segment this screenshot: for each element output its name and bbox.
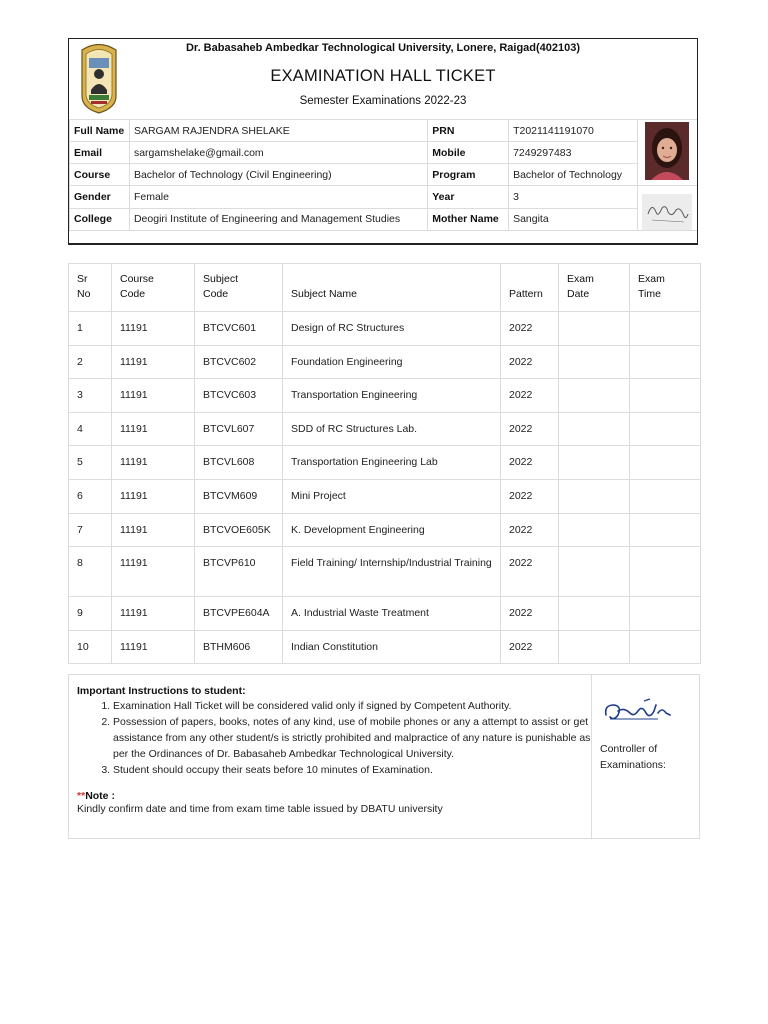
year-label: Year — [428, 186, 509, 209]
col-header-pattern: Pattern — [501, 264, 559, 312]
sr-no-cell: 7 — [69, 513, 112, 547]
exam-date-cell — [559, 630, 630, 664]
subject-name-cell: Indian Constitution — [283, 630, 501, 664]
student-photo-icon — [645, 122, 689, 180]
info-row-course — [70, 164, 698, 186]
course-code-cell: 11191 — [112, 345, 195, 379]
photo-cell — [637, 120, 697, 186]
prn-label: PRN — [428, 120, 509, 142]
pattern-cell: 2022 — [501, 479, 559, 513]
exam-date-cell — [559, 446, 630, 480]
student-signature-icon — [642, 194, 692, 230]
subject-name-cell: SDD of RC Structures Lab. — [283, 412, 501, 446]
subject-name-cell: Field Training/ Internship/Industrial Training — [283, 547, 501, 597]
note-heading — [77, 790, 591, 802]
subjects-table — [68, 263, 701, 664]
subject-code-cell: BTCVPE604A — [195, 597, 283, 631]
note-label: Note : — [85, 790, 115, 802]
col-header-exam-time: Exam Time — [630, 264, 701, 312]
subject-code-cell: BTCVL607 — [195, 412, 283, 446]
gender-label: Gender — [70, 186, 130, 209]
course-code-cell: 11191 — [112, 547, 195, 597]
subject-code-cell: BTCVC601 — [195, 312, 283, 346]
semester-subtitle: Semester Examinations 2022-23 — [299, 95, 467, 107]
col-header-subject-name: Subject Name — [283, 264, 501, 312]
exam-time-cell — [630, 630, 701, 664]
table-row — [69, 446, 701, 480]
subject-name-cell: Transportation Engineering Lab — [283, 446, 501, 480]
controller-label: Controller of Examinations: — [600, 743, 666, 771]
exam-time-cell — [630, 379, 701, 413]
exam-date-cell — [559, 345, 630, 379]
sr-no-cell: 1 — [69, 312, 112, 346]
exam-date-cell — [559, 547, 630, 597]
instruction-item: 3. Student should occupy their seats before 10 minutes of Examination. — [113, 762, 591, 778]
email-value: sargamshelake@gmail.com — [129, 142, 427, 164]
pattern-cell: 2022 — [501, 345, 559, 379]
exam-date-cell — [559, 412, 630, 446]
pattern-cell: 2022 — [501, 312, 559, 346]
exam-date-cell — [559, 312, 630, 346]
instructions-list — [77, 698, 591, 778]
gender-value: Female — [129, 186, 427, 209]
subject-code-cell: BTCVC602 — [195, 345, 283, 379]
subjects-header-row — [69, 264, 701, 312]
pattern-cell: 2022 — [501, 630, 559, 664]
info-row-college — [70, 208, 698, 231]
exam-date-cell — [559, 379, 630, 413]
hall-ticket-header — [68, 38, 698, 245]
col-header-sr-no: Sr No — [69, 264, 112, 312]
subject-name-cell: Design of RC Structures — [283, 312, 501, 346]
year-value: 3 — [509, 186, 638, 209]
mobile-label: Mobile — [428, 142, 509, 164]
course-label: Course — [70, 164, 130, 186]
sr-no-cell: 2 — [69, 345, 112, 379]
table-row — [69, 547, 701, 597]
subject-name-cell: A. Industrial Waste Treatment — [283, 597, 501, 631]
exam-time-cell — [630, 312, 701, 346]
instruction-item: 2. Possession of papers, books, notes of any kind, use of mobile phones or any a attempt to assist or get assistance from any other student/s is strictly prohibited and malpractice of any nature is punishable as per the Ordinances of Dr. Babasaheb Ambedkar Technological University. — [113, 714, 591, 762]
course-code-cell: 11191 — [112, 479, 195, 513]
course-code-cell: 11191 — [112, 312, 195, 346]
subject-code-cell: BTHM606 — [195, 630, 283, 664]
sr-no-cell: 5 — [69, 446, 112, 480]
exam-time-cell — [630, 547, 701, 597]
exam-time-cell — [630, 479, 701, 513]
subject-code-cell: BTCVOE605K — [195, 513, 283, 547]
mobile-value: 7249297483 — [509, 142, 638, 164]
col-header-course-code: Course Code — [112, 264, 195, 312]
info-row-email — [70, 142, 698, 164]
pattern-cell: 2022 — [501, 379, 559, 413]
table-row — [69, 412, 701, 446]
col-header-exam-date: Exam Date — [559, 264, 630, 312]
course-code-cell: 11191 — [112, 597, 195, 631]
mother-name-label: Mother Name — [428, 208, 509, 231]
mother-name-value: Sangita — [509, 208, 638, 231]
table-row — [69, 312, 701, 346]
subject-code-cell: BTCVL608 — [195, 446, 283, 480]
university-name: Dr. Babasaheb Ambedkar Technological University, Lonere, Raigad(402103) — [185, 42, 581, 54]
sr-no-cell: 8 — [69, 547, 112, 597]
subject-name-cell: Foundation Engineering — [283, 345, 501, 379]
info-row-name — [70, 120, 698, 142]
course-code-cell: 11191 — [112, 412, 195, 446]
full-name-value: SARGAM RAJENDRA SHELAKE — [129, 120, 427, 142]
sr-no-cell: 9 — [69, 597, 112, 631]
instructions-box — [68, 674, 700, 839]
course-code-cell: 11191 — [112, 379, 195, 413]
pattern-cell: 2022 — [501, 412, 559, 446]
note-text: Kindly confirm date and time from exam time table issued by DBATU university — [77, 803, 443, 815]
course-code-cell: 11191 — [112, 446, 195, 480]
instruction-item: 1. Examination Hall Ticket will be considered valid only if signed by Competent Authority. — [113, 698, 591, 714]
exam-time-cell — [630, 345, 701, 379]
subject-name-cell: Transportation Engineering — [283, 379, 501, 413]
exam-date-cell — [559, 597, 630, 631]
subject-code-cell: BTCVC603 — [195, 379, 283, 413]
course-code-cell: 11191 — [112, 513, 195, 547]
college-label: College — [70, 208, 130, 231]
exam-time-cell — [630, 513, 701, 547]
col-header-subject-code: Subject Code — [195, 264, 283, 312]
subject-name-cell: Mini Project — [283, 479, 501, 513]
table-row — [69, 345, 701, 379]
controller-signature-icon — [600, 693, 676, 729]
table-row — [69, 630, 701, 664]
controller-panel — [600, 693, 695, 773]
exam-time-cell — [630, 597, 701, 631]
note-stars: ** — [77, 790, 86, 802]
student-info-table — [69, 119, 697, 231]
prn-value: T2021141191070 — [509, 120, 638, 142]
program-value: Bachelor of Technology — [509, 164, 638, 186]
sr-no-cell: 10 — [69, 630, 112, 664]
instructions-title: Important Instructions to student: — [77, 685, 246, 697]
sr-no-cell: 4 — [69, 412, 112, 446]
pattern-cell: 2022 — [501, 597, 559, 631]
pattern-cell: 2022 — [501, 446, 559, 480]
course-code-cell: 11191 — [112, 630, 195, 664]
exam-time-cell — [630, 446, 701, 480]
page-title: EXAMINATION HALL TICKET — [270, 67, 496, 85]
full-name-label: Full Name — [70, 120, 130, 142]
subject-code-cell: BTCVM609 — [195, 479, 283, 513]
signature-cell — [637, 186, 697, 231]
sr-no-cell: 3 — [69, 379, 112, 413]
exam-date-cell — [559, 479, 630, 513]
course-value: Bachelor of Technology (Civil Engineering) — [129, 164, 427, 186]
exam-time-cell — [630, 412, 701, 446]
college-value: Deogiri Institute of Engineering and Management Studies — [129, 208, 427, 231]
table-row — [69, 479, 701, 513]
pattern-cell: 2022 — [501, 513, 559, 547]
subject-name-cell: K. Development Engineering — [283, 513, 501, 547]
table-row — [69, 513, 701, 547]
exam-date-cell — [559, 513, 630, 547]
program-label: Program — [428, 164, 509, 186]
subject-code-cell: BTCVP610 — [195, 547, 283, 597]
email-label: Email — [70, 142, 130, 164]
pattern-cell: 2022 — [501, 547, 559, 597]
sr-no-cell: 6 — [69, 479, 112, 513]
table-row — [69, 379, 701, 413]
table-row — [69, 597, 701, 631]
instructions-panel — [69, 675, 592, 838]
info-row-gender — [70, 186, 698, 209]
